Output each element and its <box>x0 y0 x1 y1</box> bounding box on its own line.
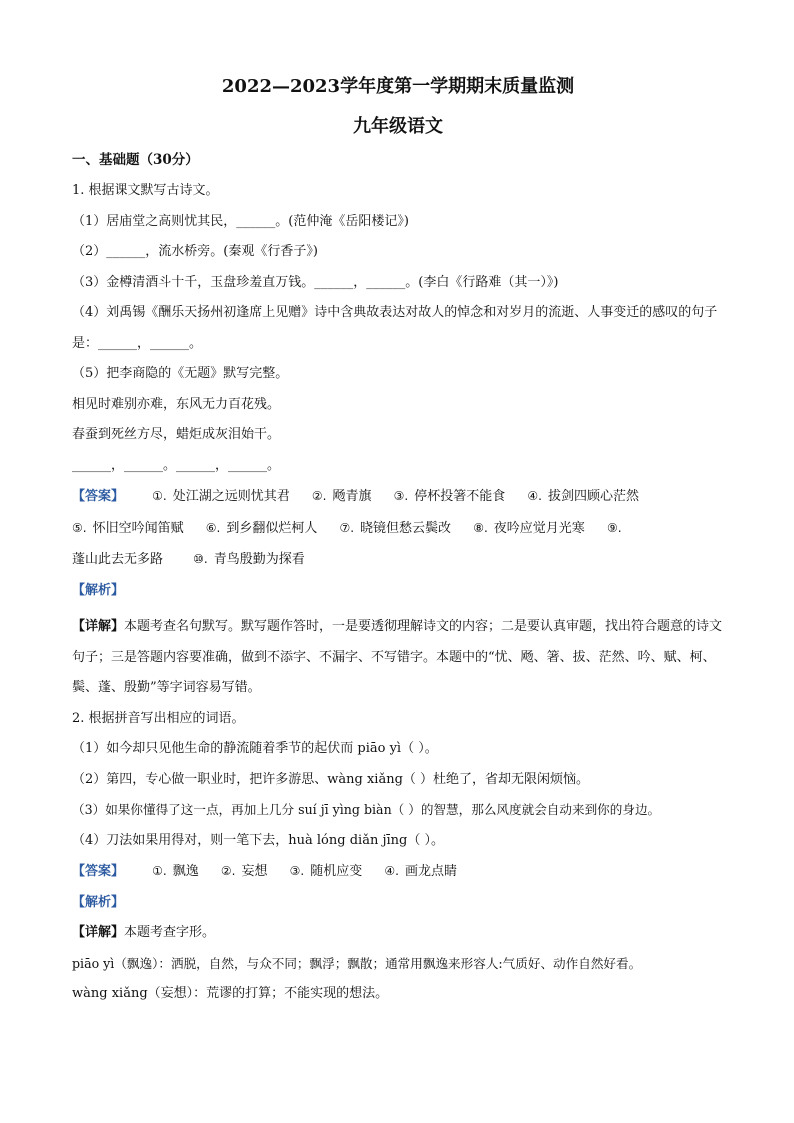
detail-line-2: wàng xiǎng（妄想）：荒谬的打算；不能实现的想法。 <box>72 986 389 1001</box>
answer-item: ①. 处江湖之远则忧其君 <box>152 489 290 504</box>
question-2-stem: 2. 根据拼音写出相应的词语。 <box>72 710 245 726</box>
analysis-tag: 【解析】 <box>72 894 125 910</box>
answer-item: ②. 妄想 <box>220 864 268 879</box>
question-2-part-4: （4）刀法如果用得对，则一笔下去，huà lóng diǎn jīng（ ）。 <box>72 832 444 848</box>
poem-line-3: ______，______。______，______。 <box>72 457 281 473</box>
answer-item: ⑦. 晓镜但愁云鬓改 <box>339 520 452 536</box>
analysis-tag: 【解析】 <box>72 582 125 598</box>
answer-row-1 <box>72 481 724 513</box>
question-1-stem: 1. 根据课文默写古诗文。 <box>72 183 219 198</box>
answer-row-2 <box>72 513 724 545</box>
answer-item: ⑧. 夜吟应觉月光寒 <box>473 520 585 536</box>
question-2-part-1: （1）如今却只见他生命的静流随着季节的起伏而 piāo yì（ ）。 <box>72 741 438 756</box>
answer-item: ⑤. 怀旧空吟闻笛赋 <box>72 520 184 536</box>
section-heading: 一、基础题（30分） <box>72 152 199 168</box>
answer-item: ③. 停杯投箸不能食 <box>393 489 506 504</box>
answer-item: ①. 飘逸 <box>152 864 199 879</box>
detail-paragraph: 【详解】本题考查名句默写。默写题作答时，一是要透彻理解诗文的内容；二是要认真审题，找出符合题意的诗文句子；三是答题内容要准确，做到不添字、不漏字、不写错字。本题中的“忧、飏、箸、拔、茫然、吟、赋、柯、鬓、蓬、殷勤”等字词容易写错。 <box>72 619 723 695</box>
answer-item: ②. 飏青旗 <box>311 489 372 504</box>
answer-tag: 【答案】 <box>72 864 125 879</box>
answer-item: ④. 画龙点睛 <box>384 864 457 879</box>
answer-item: ⑩. 青鸟殷勤为探看 <box>193 552 305 567</box>
page-subtitle: 九年级语文 <box>353 116 443 137</box>
question-1-part-4: （4）刘禹锡《酬乐天扬州初逢席上见赠》诗中含典故表达对故人的悼念和对岁月的流逝、人事变迁的感叹的句子是：______，______。 <box>72 305 718 351</box>
poem-line-1: 相见时难别亦难，东风无力百花残。 <box>72 396 281 412</box>
page-title: 2022—2023学年度第一学期期末质量监测 <box>221 76 575 97</box>
question-1-part-2: （2）______，流水桥旁。(秦观《行香子》) <box>72 244 318 259</box>
answer-item: 蓬山此去无多路 <box>72 552 164 567</box>
answer-row-q2 <box>72 856 724 888</box>
question-2-part-3: （3）如果你懂得了这一点，再加上几分 suí jī yìng biàn（ ）的智慧，那么风度就会自动来到你的身边。 <box>72 802 661 817</box>
detail-line-1: piāo yì（飘逸）：洒脱，自然，与众不同；飘浮；飘散；通常用飘逸来形容人:气质好、动作自然好看。 <box>72 955 642 971</box>
answer-item: ⑨. <box>606 520 622 535</box>
answer-item: ④. 拔剑四顾心茫然 <box>527 489 639 504</box>
answer-item: ⑥. 到乡翻似烂柯人 <box>205 520 318 536</box>
detail-paragraph: 【详解】本题考查字形。 <box>72 925 216 940</box>
answer-row-3 <box>72 544 724 576</box>
question-2-part-2: （2）第四，专心做一职业时，把许多游思、wàng xiǎng（ ）杜绝了，省却无限闲烦恼。 <box>72 771 590 787</box>
answer-tag: 【答案】 <box>72 489 125 504</box>
answer-item: ③. 随机应变 <box>289 864 363 879</box>
question-1-part-5: （5）把李商隐的《无题》默写完整。 <box>72 366 289 381</box>
question-1-part-1: （1）居庙堂之高则忧其民，______。(范仲淹《岳阳楼记》) <box>72 213 409 229</box>
question-1-part-3: （3）金樽清酒斗十千，玉盘珍羞直万钱。______，______。(李白《行路难（其一）》) <box>72 274 559 290</box>
poem-line-2: 春蚕到死丝方尽，蜡炬成灰泪始干。 <box>72 427 281 442</box>
